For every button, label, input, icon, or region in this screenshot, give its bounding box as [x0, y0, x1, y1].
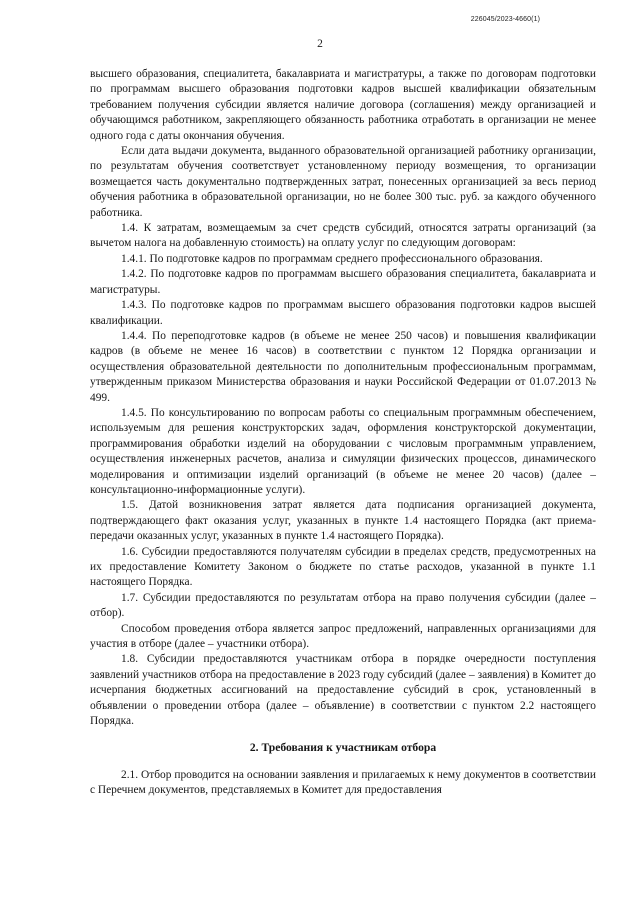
paragraph-reimbursement-date: Если дата выдачи документа, выданного образовательной организацией работнику организации, по результатам обучения соответствует установленному периоду возмещения, то организации возмещается часть документально подтвержденных затрат, понесенных организацией за весь период обучения работника в образовательной организации, но не более 300 тыс. руб. за каждого обученного работника. [90, 145, 596, 219]
paragraph-1-5: 1.5. Датой возникновения затрат является дата подписания организацией документа, подтверждающего факт оказания услуг, указанных в пункте 1.4 настоящего Порядка (акт приема-передачи оказанных услуг, указанных в пункте 1.4 настоящего Порядка). [90, 499, 596, 543]
paragraph-1-7: 1.7. Субсидии предоставляются по результатам отбора на право получения субсидии (далее – отбор). [90, 591, 596, 620]
paragraph-2-1: 2.1. Отбор проводится на основании заявления и прилагаемых к нему документов в соответствии с Перечнем документов, представляемых в Комитет для предоставления [90, 768, 596, 797]
document-id: 226045/2023-4660(1) [470, 16, 540, 23]
paragraph-1-4-5: 1.4.5. По консультированию по вопросам работы со специальным программным обеспечением, используемым для решения конструкторских задач, оформления конструкторской документации, программирования обработки изделий на оборудовании с числовым программным управлением, осуществления инженерных расчетов, анализа и симуляции физических процессов, динамического моделирования и оптимизации изделий организаций (в объеме не менее 20 часов) (далее – консультационно-информационные услуги). [90, 406, 596, 496]
paragraph-selection-method: Способом проведения отбора является запрос предложений, направленных организациями для участия в отборе (далее – участники отбора). [90, 622, 596, 651]
paragraph-1-4: 1.4. К затратам, возмещаемым за счет средств субсидий, относятся затраты организаций (за вычетом налога на добавленную стоимость) на оплату услуг по следующим договорам: [90, 222, 596, 250]
paragraph-1-8: 1.8. Субсидии предоставляются участникам отбора в порядке очередности поступления заявлений участников отбора на предоставление в 2023 году субсидий (далее – заявления) в Комитет до исчерпания бюджетных ассигнований на предоставление субсидий в срок, установленный в объявлении о проведении отбора (далее – объявление) в соответствии с пунктом 2.2 настоящего Порядка. [90, 653, 596, 728]
paragraph-1-4-4: 1.4.4. По переподготовке кадров (в объеме не менее 250 часов) и повышения квалификации кадров (в объеме не менее 16 часов) в соответствии с пунктом 12 Порядка организации и осуществления образовательной деятельности по дополнительным профессиональным программам, утвержденным приказом Министерства образования и науки Российской Федерации от 01.07.2013 № 499. [90, 329, 596, 404]
page-number: 2 [317, 38, 323, 50]
paragraph-1-4-3: 1.4.3. По подготовке кадров по программам высшего образования подготовки кадров высшей квалификации. [90, 299, 596, 327]
paragraph-1-4-1: 1.4.1. По подготовке кадров по программам среднего профессионального образования. [121, 252, 543, 265]
paragraph-1-4-2: 1.4.2. По подготовке кадров по программам высшего образования специалитета, бакалавриата и магистратуры. [90, 268, 596, 296]
paragraph-continuation: высшего образования, специалитета, бакалавриата и магистратуры, а также по договорам подготовки по программам высшего образования подготовки кадров высшей квалификации обязательным требованием получения субсидии является наличие договора (соглашения) между организацией и обучающимся работником, закрепляющего обязанность работника отработать в организации не менее одного года с даты окончания обучения. [90, 68, 596, 142]
document-body [90, 67, 596, 799]
paragraph-1-6: 1.6. Субсидии предоставляются получателям субсидии в пределах средств, предусмотренных на их предоставление Комитету Законом о бюджете по статье расходов, указанной в пункте 1.1 настоящего Порядка. [90, 545, 596, 589]
section-title: 2. Требования к участникам отбора [249, 741, 437, 755]
